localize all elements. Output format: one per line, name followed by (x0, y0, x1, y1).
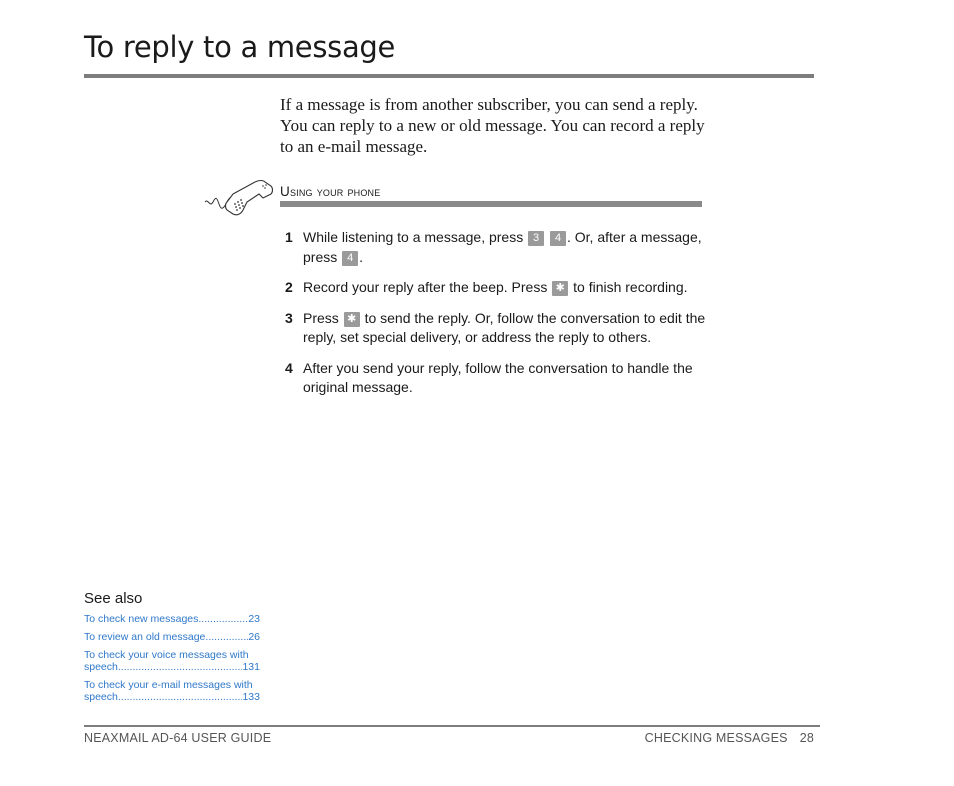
step-number: 2 (285, 279, 293, 295)
step-text: to finish recording. (569, 279, 688, 295)
link-page-number: 131 (242, 661, 260, 673)
telephone-handset-icon (203, 176, 277, 218)
link-text: To check your voice messages with (84, 649, 249, 661)
see-also-link-voice-speech[interactable] (84, 649, 260, 673)
step-number: 4 (285, 359, 293, 376)
step-text: . Or, after a message, press (303, 229, 702, 265)
step-item (283, 278, 723, 298)
leader-dots (118, 661, 243, 673)
see-also-heading: See also (84, 590, 143, 607)
step-text: . (359, 248, 364, 265)
intro-paragraph: If a message is from another subscriber, you can send a reply. You can reply to a new or old message. You can record a reply to an e-mail message. (280, 95, 705, 156)
leader-dots (205, 631, 248, 643)
link-text: To review an old message (84, 631, 206, 643)
footer-section (645, 731, 814, 745)
link-page-number: 23 (248, 613, 260, 625)
step-text: to send the reply. Or, follow the conversation to edit the reply, set special delivery, or address the reply to others. (303, 309, 706, 345)
step-item (283, 359, 723, 398)
link-page-number: 133 (242, 691, 260, 703)
link-text: speech (84, 661, 118, 673)
step-text: After you send your reply, follow the conversation to handle the original message. (303, 359, 693, 395)
footer-divider (84, 725, 820, 727)
key-star-icon: ✱ (552, 281, 568, 296)
link-text: speech (84, 691, 118, 703)
key-3-icon: 3 (528, 231, 544, 246)
step-item (283, 309, 723, 348)
see-also-link-check-new[interactable] (84, 613, 260, 625)
footer-page-number: 28 (799, 731, 814, 745)
see-also-link-email-speech[interactable] (84, 679, 260, 703)
key-4-icon: 4 (550, 231, 566, 246)
leader-dots (198, 613, 248, 625)
key-4-icon: 4 (342, 251, 358, 266)
step-text: While listening to a message, press (303, 229, 528, 245)
section-heading: Using your phone (280, 184, 381, 199)
key-star-icon: ✱ (344, 312, 360, 327)
step-text: Press (303, 309, 343, 326)
step-text: Record your reply after the beep. Press (303, 279, 552, 295)
page-title: To reply to a message (84, 30, 396, 64)
steps-list (283, 228, 723, 409)
footer-section-name: CHECKING MESSAGES (644, 731, 788, 745)
see-also-link-review-old[interactable] (84, 631, 260, 643)
step-number: 1 (285, 229, 293, 245)
section-divider (280, 201, 702, 207)
footer-guide-title: NEAXMAIL AD-64 USER GUIDE (84, 731, 272, 745)
link-text: To check your e-mail messages with (84, 679, 253, 691)
title-divider (84, 74, 814, 78)
link-page-number: 26 (248, 631, 260, 643)
link-text: To check new messages (84, 613, 199, 625)
step-item (283, 228, 723, 267)
step-number: 3 (285, 309, 293, 326)
see-also-panel (84, 590, 260, 709)
leader-dots (118, 691, 243, 703)
